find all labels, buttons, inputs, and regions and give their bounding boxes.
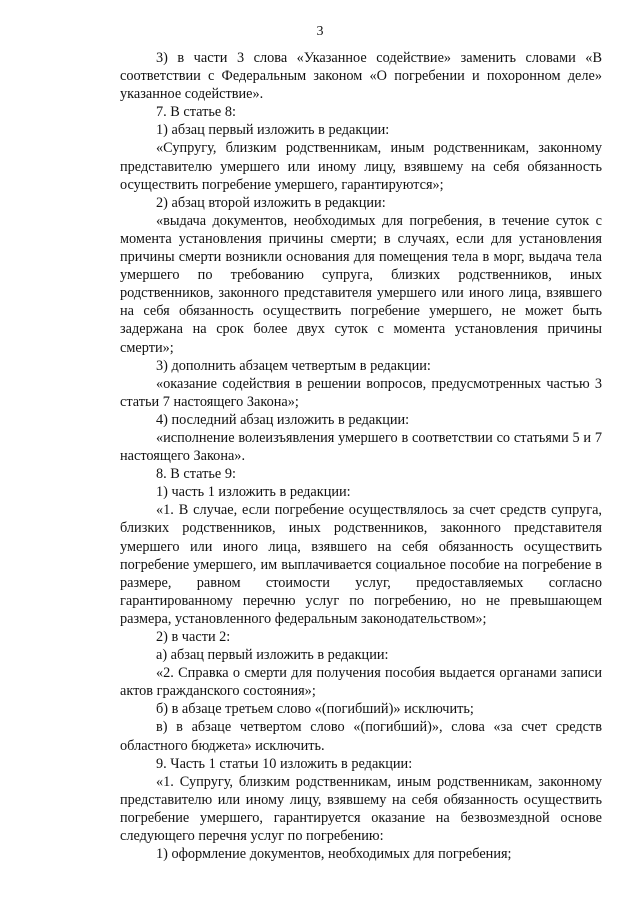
paragraph-7: 3) дополнить абзацем четвертым в редакции: [156,357,431,374]
paragraph-18: в) в абзаце четвертом слово «(погибший)», слова «за счет средств областного бюджета» исключить. [120,719,602,754]
paragraph-6: «выдача документов, необходимых для погребения, в течение суток с момента установления причины смерти; в случаях, если для установления причины смерти возникли основания для помещения тела в морг, выдача тела умершего по требованию супруга, близких родственников, иных родственников, законного представителя умершего или иного лица, взявшего на себя обязанность осуществить погребение умершего, не может быть задержана на срок более двух суток с момента установления причины смерти»; [120,212,602,356]
paragraph-4: «Супругу, близким родственникам, иным родственникам, законному представителю умершего или иному лицу, взявшему на себя обязанность осуществить погребение умершего, гарантируются»; [120,140,602,193]
paragraph-8: «оказание содействия в решении вопросов, предусмотренных частью 3 статьи 7 настоящего Закона»; [120,375,602,410]
paragraph-16: «2. Справка о смерти для получения пособия выдается органами записи актов гражданского состояния»; [120,665,602,700]
paragraph-9: 4) последний абзац изложить в редакции: [156,411,410,428]
paragraph-13: «1. В случае, если погребение осуществлялось за счет средств супруга, близких родственников, иных родственников, законного представителя умершего или иного лица, взявшего на себя обязанность осуществить погребение умершего, им выплачивается социальное пособие на погребение в размере, равном стоимости услуг, предоставляемых согласно гарантированному перечню услуг по погребению, но не превышающем размера, установленного федеральным законодательством»; [120,502,602,627]
paragraph-10: «исполнение волеизъявления умершего в соответствии со статьями 5 и 7 настоящего Закона». [120,429,602,465]
paragraph-17: б) в абзаце третьем слово «(погибший)» исключить; [156,701,474,718]
paragraph-1: 3) в части 3 слова «Указанное содействие» заменить словами «В соответствии с Федеральным законом «О погребении и похоронном деле» указанное содействие». [120,50,602,103]
page-number: 3 [316,24,324,39]
paragraph-5: 2) абзац второй изложить в редакции: [156,194,386,211]
paragraph-19: 9. Часть 1 статьи 10 изложить в редакции: [156,755,413,772]
paragraph-20: «1. Супругу, близким родственникам, иным родственникам, законному представителю или иному лицу, взявшему на себя обязанность осуществить погребение умершего, гарантируется оказание на безвозмездной основе следующего перечня услуг по погребению: [120,773,602,845]
document-body [120,49,602,863]
paragraph-14: 2) в части 2: [156,629,231,645]
paragraph-11: 8. В статье 9: [156,466,236,483]
paragraph-2: 7. В статье 8: [156,104,236,121]
paragraph-12: 1) часть 1 изложить в редакции: [156,484,351,501]
paragraph-21: 1) оформление документов, необходимых для погребения; [156,846,512,863]
paragraph-15: а) абзац первый изложить в редакции: [156,647,389,664]
paragraph-3: 1) абзац первый изложить в редакции: [156,122,390,139]
